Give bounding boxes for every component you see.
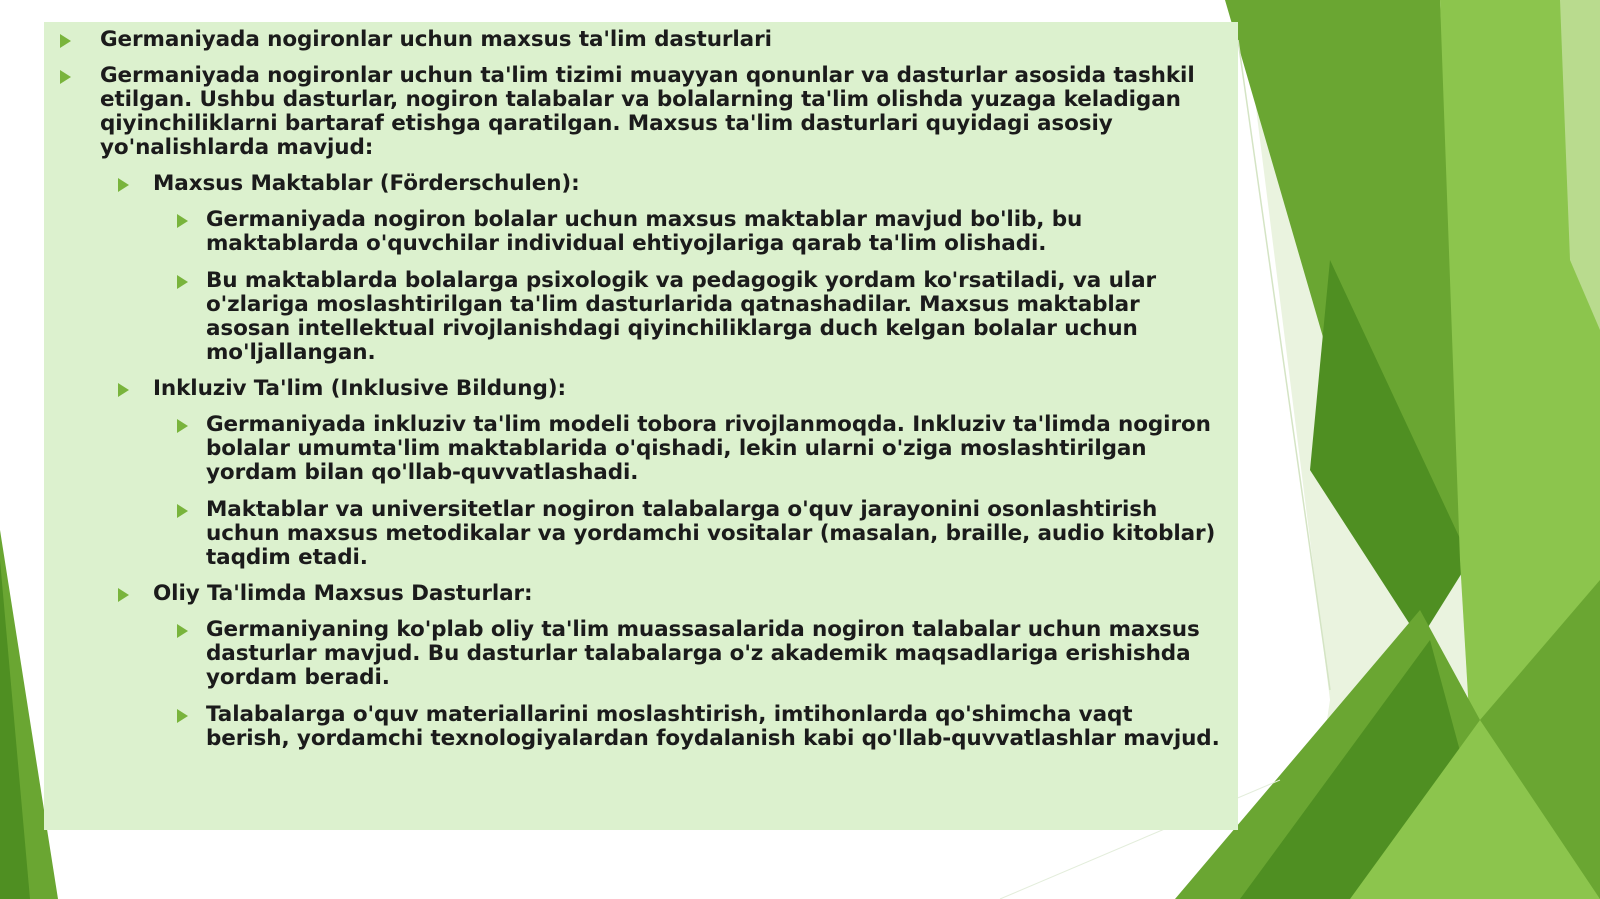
triangle-bullet-icon xyxy=(177,709,188,723)
triangle-bullet-icon xyxy=(60,70,71,84)
triangle-bullet-icon xyxy=(60,34,71,48)
bullet-text: Bu maktablarda bolalarga psixologik va pedagogik yordam ko'rsatiladi, va ular o'zlariga moslashtirilgan ta'lim dasturlarida qatnashadilar. Maxsus maktablar asosan intellektual rivojlanishdagi qiyinchiliklarga duch kelgan bolalar uchun mo'ljallangan. xyxy=(206,268,1156,365)
bullet-item xyxy=(44,618,1238,690)
bullet-text: Inkluziv Ta'lim (Inklusive Bildung): xyxy=(153,376,566,401)
bullet-text: Germaniyada nogiron bolalar uchun maxsus maktablar mavjud bo'lib, bu maktablarda o'quvchilar individual ehtiyojlariga qarab ta'lim olishadi. xyxy=(206,207,1083,256)
triangle-bullet-icon xyxy=(118,383,129,397)
bullet-text: Germaniyada nogironlar uchun maxsus ta'lim dasturlari xyxy=(100,27,772,52)
bullet-item xyxy=(44,703,1238,751)
content-panel xyxy=(44,22,1238,830)
triangle-bullet-icon xyxy=(177,419,188,433)
bullet-text: Germaniyada inkluziv ta'lim modeli tobora rivojlanmoqda. Inkluziv ta'limda nogiron bolalar umumta'lim maktablarida o'qishadi, lekin ularni o'ziga moslashtirilgan yordam bilan qo'llab-quvvatlashadi. xyxy=(206,412,1211,485)
bullet-text: Maktablar va universitetlar nogiron talabalarga o'quv jarayonini osonlashtirish uchun maxsus metodikalar va yordamchi vositalar (masalan, braille, audio kitoblar) taqdim etadi. xyxy=(206,497,1216,570)
triangle-bullet-icon xyxy=(177,275,188,289)
bullet-item xyxy=(44,64,1238,160)
bullet-text: Oliy Ta'limda Maxsus Dasturlar: xyxy=(153,581,533,606)
bullet-text: Maxsus Maktablar (Förderschulen): xyxy=(153,171,580,196)
bullet-text: Germaniyaning ko'plab oliy ta'lim muassasalarida nogiron talabalar uchun maxsus dasturlar mavjud. Bu dasturlar talabalarga o'z akademik maqsadlariga erishishda yordam beradi. xyxy=(206,617,1200,690)
triangle-bullet-icon xyxy=(177,624,188,638)
bullet-item xyxy=(44,413,1238,485)
bullet-text: Talabalarga o'quv materiallarini moslashtirish, imtihonlarda qo'shimcha vaqt berish, yordamchi texnologiyalardan foydalanish kabi qo'llab-quvvatlashlar mavjud. xyxy=(206,702,1220,751)
bullet-item xyxy=(44,208,1238,256)
bullet-item xyxy=(44,498,1238,570)
triangle-bullet-icon xyxy=(177,504,188,518)
bullet-text: Germaniyada nogironlar uchun ta'lim tizimi muayyan qonunlar va dasturlar asosida tashkil etilgan. Ushbu dasturlar, nogiron talabalar va bolalarning ta'lim olishda yuzaga keladigan qiyinchiliklarni bartaraf etishga qaratilgan. Maxsus ta'lim dasturlari quyidagi asosiy yo'nalishlarda mavjud: xyxy=(100,63,1195,160)
sub-heading-item xyxy=(44,377,1238,401)
triangle-bullet-icon xyxy=(118,588,129,602)
bullet-item xyxy=(44,28,1238,52)
sub-heading-item xyxy=(44,582,1238,606)
bullet-list xyxy=(44,22,1238,751)
sub-heading-item xyxy=(44,172,1238,196)
triangle-bullet-icon xyxy=(118,178,129,192)
bullet-item xyxy=(44,269,1238,365)
triangle-bullet-icon xyxy=(177,214,188,228)
